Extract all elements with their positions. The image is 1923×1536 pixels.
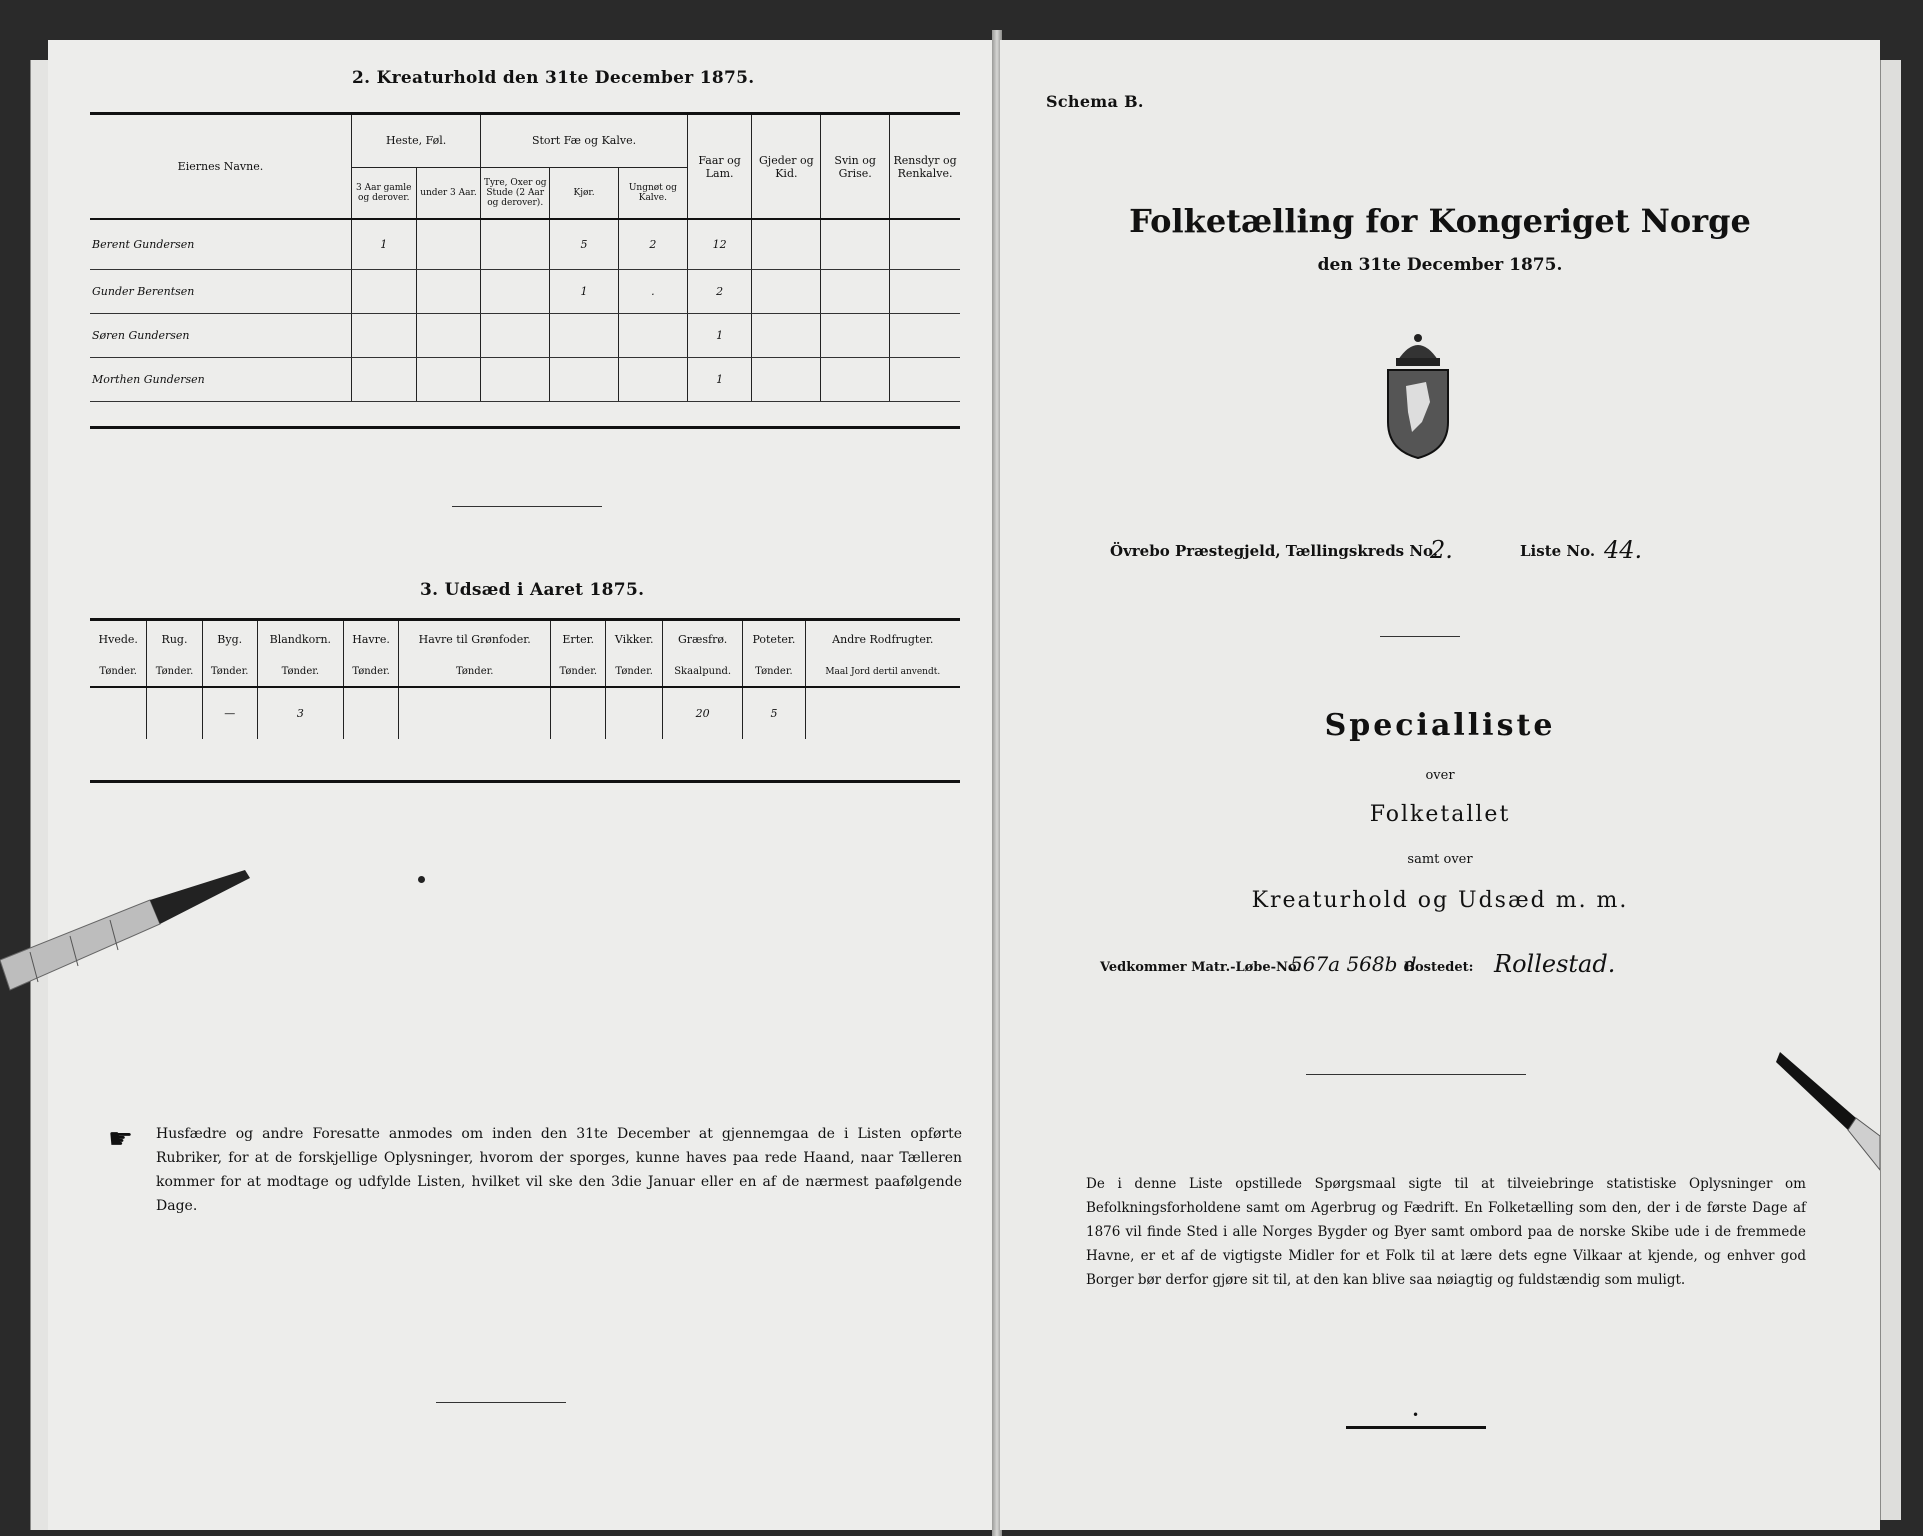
col-horses: Heste, Føl. [351, 115, 480, 167]
cell [890, 357, 960, 401]
cell [416, 313, 481, 357]
table-row [90, 687, 960, 739]
schema-label: Schema B. [1046, 92, 1144, 111]
cell [416, 269, 481, 313]
table-row [90, 219, 960, 269]
notice-text: Husfædre og andre Foresatte anmodes om inden den 31te December at gjennemgaa de i Listen opførte Rubriker, for at de forskjellige Oplysninger, hvorom der sporges, kunne haves paa rede Haand, naar Tælleren kommer for at modtage og udfylde Listen, hvilket vil ske den 3die Januar eller en af de nærmest paafølgende Dage. [156, 1126, 962, 1214]
samt-over-label: samt over [1407, 852, 1473, 867]
seed-unit: Tønder. [343, 657, 398, 687]
cell [805, 687, 960, 739]
seed-unit: Tønder. [202, 657, 257, 687]
owner-name: Morthen Gundersen [90, 357, 351, 401]
district-number: 2. [1430, 536, 1453, 564]
pen-icon [0, 840, 260, 1040]
cell: 1 [351, 219, 416, 269]
seed-unit: Tønder. [147, 657, 202, 687]
owner-name: Gunder Berentsen [90, 269, 351, 313]
pen-icon [1776, 1040, 1880, 1190]
seed-crop: Andre Rodfrugter. [805, 621, 960, 657]
matr-label: Vedkommer Matr.-Løbe-No. [1100, 960, 1301, 975]
cell: . [618, 269, 687, 313]
cell: — [202, 687, 257, 739]
cell [618, 357, 687, 401]
seed-crop: Erter. [551, 621, 606, 657]
rule [90, 426, 960, 429]
seed-unit: Tønder. [743, 657, 805, 687]
owner-name: Søren Gundersen [90, 313, 351, 357]
col-bulls: Tyre, Oxer og Stude (2 Aar og derover). [481, 167, 550, 219]
cell [551, 687, 606, 739]
col-owner: Eiernes Navne. [90, 115, 351, 219]
cell: 20 [663, 687, 743, 739]
seed-crop: Havre til Grønfoder. [399, 621, 551, 657]
cell [90, 687, 147, 739]
seed-unit: Maal Jord dertil anvendt. [805, 657, 960, 687]
cell [890, 219, 960, 269]
district-label: Tællingskreds No. [1285, 542, 1439, 560]
col-young: Ungnøt og Kalve. [618, 167, 687, 219]
page-edge-left [30, 60, 49, 1530]
cell [752, 219, 821, 269]
page-edge-right [1880, 60, 1901, 1520]
cell [618, 313, 687, 357]
parish-line [1110, 542, 1438, 560]
specialliste-heading: Specialliste [1324, 708, 1556, 743]
divider [436, 1402, 566, 1403]
livestock-table [90, 115, 960, 402]
cell [351, 269, 416, 313]
table-row [90, 269, 960, 313]
cell [481, 313, 550, 357]
seed-unit: Tønder. [551, 657, 606, 687]
cell: 2 [687, 269, 752, 313]
seed-crop: Hvede. [90, 621, 147, 657]
col-sheep: Faar og Lam. [687, 115, 752, 219]
table-row [90, 313, 960, 357]
seed-title: 3. Udsæd i Aaret 1875. [420, 580, 645, 600]
seed-table [90, 621, 960, 739]
asterisk-mark: • [1412, 1408, 1420, 1422]
divider [1346, 1426, 1486, 1429]
cell [351, 357, 416, 401]
cell [890, 269, 960, 313]
cell [890, 313, 960, 357]
list-number: 44. [1604, 536, 1643, 564]
cell [147, 687, 202, 739]
col-pigs: Svin og Grise. [821, 115, 890, 219]
left-page [48, 40, 994, 1530]
cell [481, 269, 550, 313]
cell [821, 219, 890, 269]
bosted-label: Bostedet: [1404, 960, 1474, 975]
seed-unit: Tønder. [90, 657, 147, 687]
cell: 1 [687, 313, 752, 357]
seed-unit: Tønder. [257, 657, 343, 687]
cell [821, 269, 890, 313]
livestock-title: 2. Kreaturhold den 31te December 1875. [352, 68, 755, 88]
cell: 5 [550, 219, 619, 269]
seed-unit: Tønder. [399, 657, 551, 687]
main-subtitle: den 31te December 1875. [1317, 255, 1563, 275]
col-horses-3plus: 3 Aar gamle og derover. [351, 167, 416, 219]
parish-label: Præstegjeld, [1174, 542, 1281, 560]
bosted-value: Rollestad. [1494, 950, 1616, 978]
seed-crop: Poteter. [743, 621, 805, 657]
cell [399, 687, 551, 739]
cell [752, 313, 821, 357]
divider [452, 506, 602, 507]
seed-crop: Vikker. [606, 621, 663, 657]
cell: 12 [687, 219, 752, 269]
cell [481, 219, 550, 269]
table-row [90, 357, 960, 401]
cell [752, 357, 821, 401]
cell: 1 [687, 357, 752, 401]
parish-name: Övrebo [1110, 542, 1170, 560]
cell [481, 357, 550, 401]
info-paragraph: De i denne Liste opstillede Spørgsmaal sigte til at tilveiebringe statistiske Oplysninger om Befolkningsforholdene samt om Agerbrug og Fædrift. En Folketælling som den, der i de første Dage af 1876 vil finde Sted i alle Norges Bygder og Byer samt ombord paa de norske Skibe ude i de fremmede Havne, er et af de vigtigste Midler for et Folk til at lære dets egne Vilkaar at kjende, og enhver god Borger bør derfor gjøre sit til, at den kan blive saa nøiagtig og fuldstændig som muligt. [1086, 1176, 1806, 1288]
folketallet-heading: Folketallet [1369, 802, 1511, 827]
cell: 1 [550, 269, 619, 313]
pointing-hand-icon: ☛ [108, 1122, 134, 1155]
cell [416, 219, 481, 269]
divider [1380, 636, 1460, 637]
kreaturhold-heading: Kreaturhold og Udsæd m. m. [1251, 888, 1629, 913]
seed-header-row [90, 621, 960, 657]
cell: 2 [618, 219, 687, 269]
coat-of-arms-icon [1368, 322, 1468, 462]
ink-dot [418, 876, 425, 883]
owner-name: Berent Gundersen [90, 219, 351, 269]
cell [343, 687, 398, 739]
seed-crop: Blandkorn. [257, 621, 343, 657]
seed-crop: Byg. [202, 621, 257, 657]
matr-value: 567a 568b d [1290, 952, 1417, 976]
cell [550, 313, 619, 357]
seed-crop: Rug. [147, 621, 202, 657]
col-cows: Kjør. [550, 167, 619, 219]
col-reindeer: Rensdyr og Renkalve. [890, 115, 960, 219]
over-label: over [1425, 768, 1455, 783]
divider [1306, 1074, 1526, 1075]
right-page [1000, 40, 1880, 1530]
seed-unit: Tønder. [606, 657, 663, 687]
list-label: Liste No. [1520, 542, 1596, 560]
col-goats: Gjeder og Kid. [752, 115, 821, 219]
cell: 5 [743, 687, 805, 739]
cell: 3 [257, 687, 343, 739]
cell [416, 357, 481, 401]
col-horses-under3: under 3 Aar. [416, 167, 481, 219]
rule [90, 780, 960, 783]
cell [550, 357, 619, 401]
cell [821, 357, 890, 401]
cell [821, 313, 890, 357]
seed-unit: Skaalpund. [663, 657, 743, 687]
seed-crop: Havre. [343, 621, 398, 657]
seed-crop: Græsfrø. [663, 621, 743, 657]
cell [606, 687, 663, 739]
cell [351, 313, 416, 357]
cell [752, 269, 821, 313]
seed-unit-row [90, 657, 960, 687]
main-title: Folketælling for Kongeriget Norge [1129, 202, 1751, 240]
col-cattle: Stort Fæ og Kalve. [481, 115, 687, 167]
